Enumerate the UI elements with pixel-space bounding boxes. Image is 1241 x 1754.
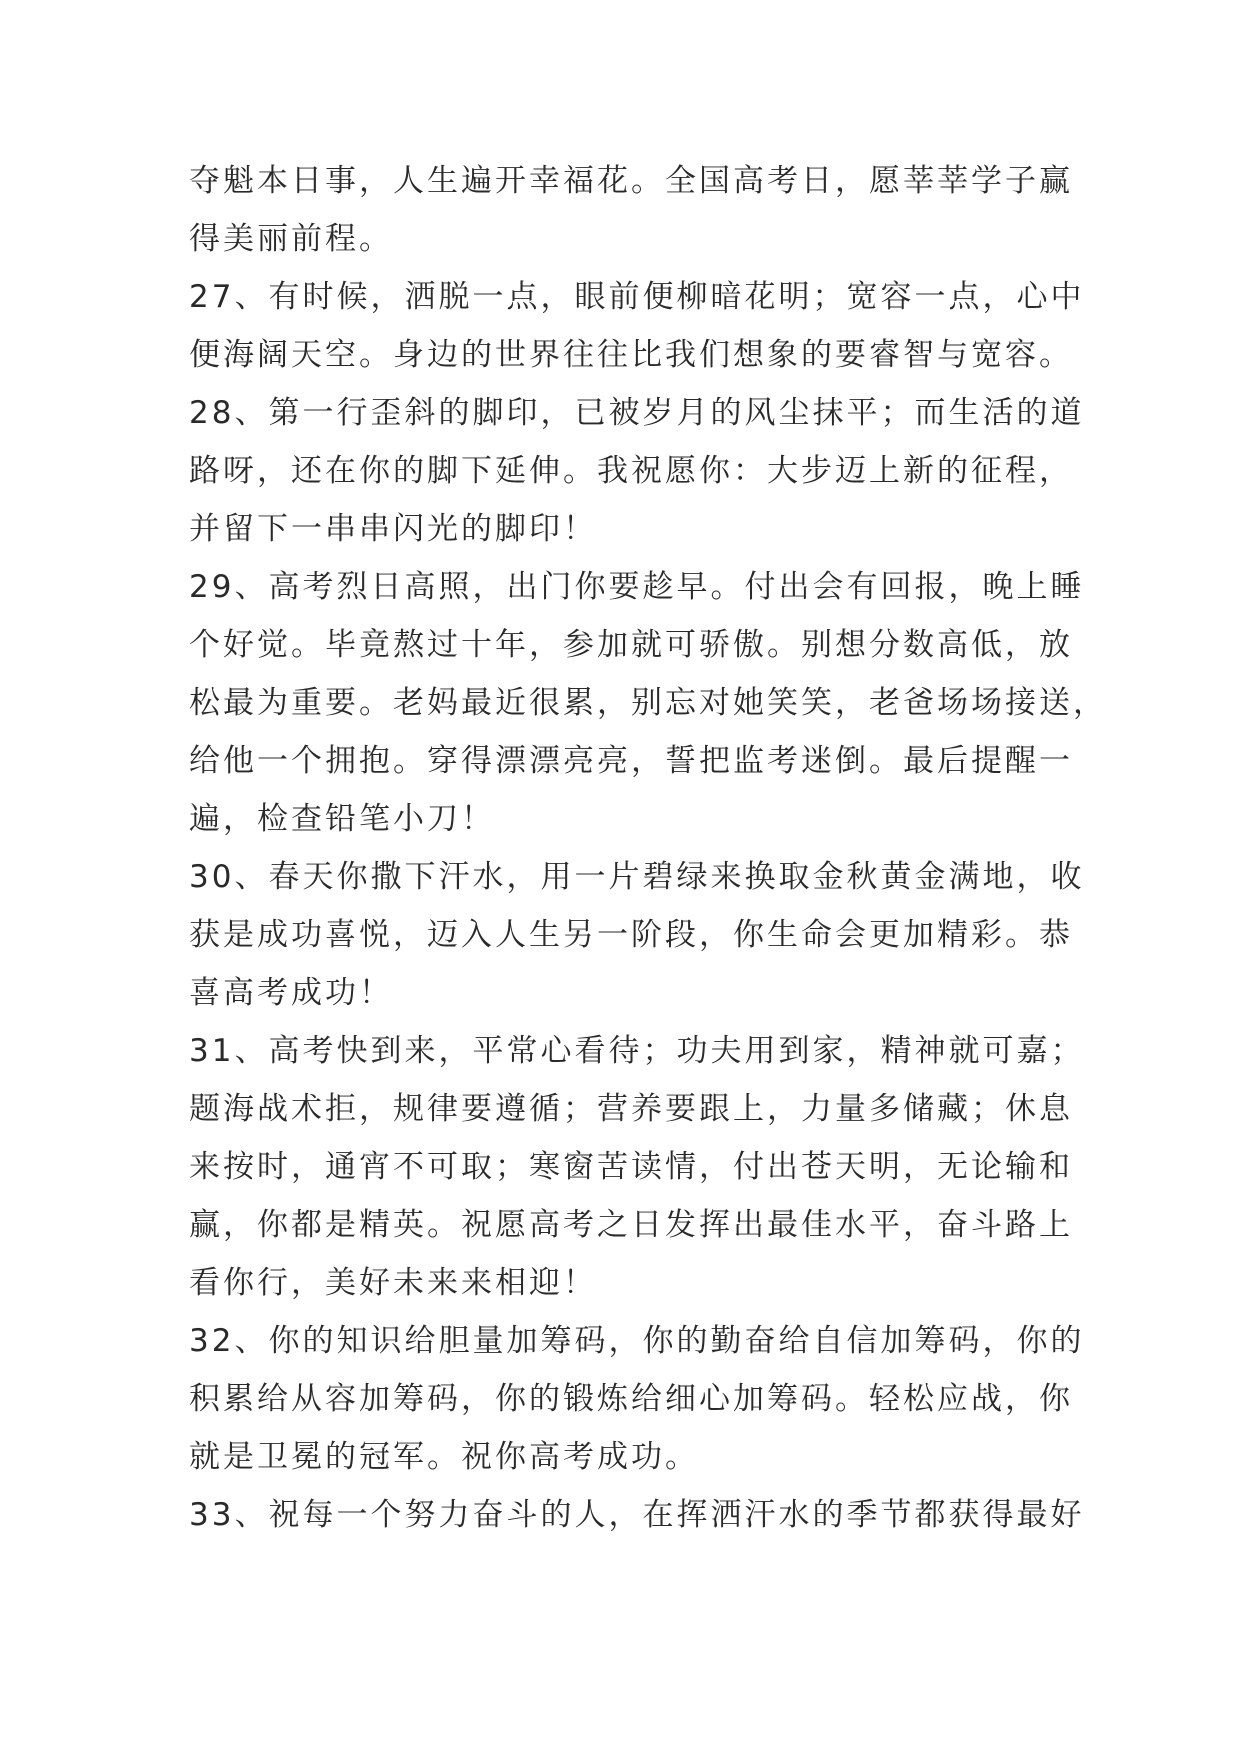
text-line: 28、第一行歪斜的脚印，已被岁月的风尘抹平；而生活的道 (189, 395, 1085, 431)
text-line: 赢，你都是精英。祝愿高考之日发挥出最佳水平，奋斗路上 (189, 1207, 1073, 1243)
text-line: 夺魁本日事，人生遍开幸福花。全国高考日，愿莘莘学子赢 (189, 163, 1073, 199)
text-line: 松最为重要。老妈最近很累，别忘对她笑笑，老爸场场接送， (189, 685, 1107, 721)
text-line: 路呀，还在你的脚下延伸。我祝愿你：大步迈上新的征程， (189, 453, 1073, 489)
text-line: 27、有时候，洒脱一点，眼前便柳暗花明；宽容一点，心中 (189, 279, 1085, 315)
text-line: 33、祝每一个努力奋斗的人，在挥洒汗水的季节都获得最好 (189, 1497, 1085, 1533)
text-line: 29、高考烈日高照，出门你要趁早。付出会有回报，晚上睡 (189, 569, 1085, 605)
text-line: 遍，检查铅笔小刀！ (189, 801, 495, 837)
text-line: 题海战术拒，规律要遵循；营养要跟上，力量多储藏；休息 (189, 1091, 1073, 1127)
text-line: 30、春天你撒下汗水，用一片碧绿来换取金秋黄金满地，收 (189, 859, 1085, 895)
text-line: 并留下一串串闪光的脚印！ (189, 511, 597, 547)
text-line: 个好觉。毕竟熬过十年，参加就可骄傲。别想分数高低，放 (189, 627, 1073, 663)
document-body (189, 152, 1107, 1544)
text-line: 看你行，美好未来来相迎！ (189, 1265, 597, 1301)
text-line: 便海阔天空。身边的世界往往比我们想象的要睿智与宽容。 (189, 337, 1073, 373)
text-line: 获是成功喜悦，迈入人生另一阶段，你生命会更加精彩。恭 (189, 917, 1073, 953)
text-line: 给他一个拥抱。穿得漂漂亮亮，誓把监考迷倒。最后提醒一 (189, 743, 1073, 779)
text-line: 来按时，通宵不可取；寒窗苦读情，付出苍天明，无论输和 (189, 1149, 1073, 1185)
text-line: 得美丽前程。 (189, 221, 393, 257)
text-line: 就是卫冕的冠军。祝你高考成功。 (189, 1439, 699, 1475)
text-line: 积累给从容加筹码，你的锻炼给细心加筹码。轻松应战，你 (189, 1381, 1073, 1417)
text-line: 32、你的知识给胆量加筹码，你的勤奋给自信加筹码，你的 (189, 1323, 1085, 1359)
text-line: 喜高考成功！ (189, 975, 393, 1011)
text-line: 31、高考快到来，平常心看待；功夫用到家，精神就可嘉； (189, 1033, 1085, 1069)
